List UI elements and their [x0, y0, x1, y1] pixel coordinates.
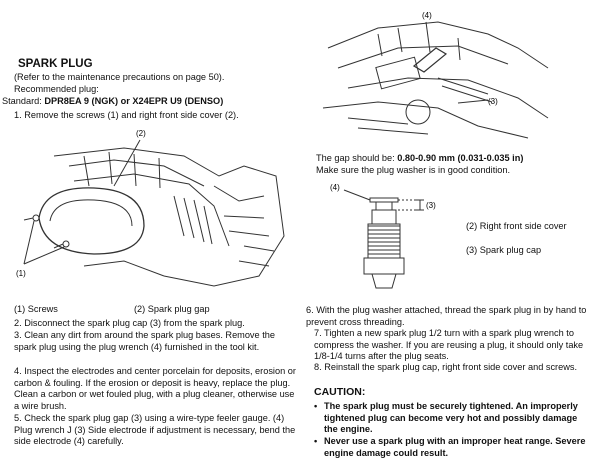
bullet-icon: • [314, 436, 318, 446]
page-title: SPARK PLUG [18, 58, 93, 70]
bullet-icon: • [314, 401, 318, 411]
callout-4-plug-label: (4) [330, 183, 340, 192]
gap-line [316, 153, 523, 165]
standard-label: Standard: [2, 96, 42, 106]
step-5: 5. Check the spark plug gap (3) using a wire-type feeler gauge. (4) Plug wrench J (3) Side electrode if adjustment is necessary, bend the side electrode (4) carefully. [14, 413, 296, 447]
spark-plug-illustration [326, 180, 456, 290]
caution-item-2-text: Never use a spark plug with an improper heat range. Severe engine damage could result. [324, 436, 586, 458]
standard-value: DPR8EA 9 (NGK) or X24EPR U9 (DENSO) [44, 96, 224, 106]
engine-illustration [14, 126, 294, 298]
step-6: 6. With the plug washer attached, thread the spark plug in by hand to prevent cross threading. [306, 305, 587, 327]
callout-1-label: (1) [16, 269, 26, 278]
caution-item-1-text: The spark plug must be securely tightened. An improperly tightened plug can become very hot and possibly damage the engine. [324, 401, 578, 435]
step-4: 4. Inspect the electrodes and center porcelain for deposits, erosion or carbon & fouling. If the erosion or deposit is heavy, replace the plug. Clean a carbon or wet fouled plug, with a plug cleaner, otherwise use a wire brush. [14, 366, 296, 411]
callout-3-top-label: (3) [488, 97, 498, 106]
callout-2-label: (2) [136, 129, 146, 138]
step-3: 3. Clean any dirt from around the spark plug bases. Remove the spark plug using the plug wrench (4) furnished in the tool kit. [14, 330, 275, 352]
callout-4-top-label: (4) [422, 11, 432, 20]
wrench-illustration [318, 8, 558, 148]
wrench-drawing [318, 8, 558, 148]
step-2: 2. Disconnect the spark plug cap (3) from the spark plug. [14, 318, 245, 328]
caution-heading: CAUTION: [314, 386, 366, 398]
recommended-label: Recommended plug: [14, 84, 99, 94]
spark-plug-drawing [326, 180, 456, 290]
caption-gap: (2) Spark plug gap [134, 304, 210, 314]
step-1: 1. Remove the screws (1) and right front side cover (2). [14, 110, 239, 120]
caption-screws: (1) Screws [14, 304, 58, 314]
washer-note: Make sure the plug washer is in good condition. [316, 165, 511, 175]
caution-item-2 [314, 436, 588, 459]
gap-label: The gap should be: [316, 153, 395, 163]
refer-note: (Refer to the maintenance precautions on page 50). [14, 72, 225, 82]
legend-plug-cap: (3) Spark plug cap [466, 245, 542, 255]
caution-item-1 [314, 401, 588, 436]
engine-drawing [14, 126, 294, 298]
step-7: 7. Tighten a new spark plug 1/2 turn with a spark plug wrench to compress the washer. If you are reusing a plug, it should only take 1/8-1/4 turns after the plug seats. [314, 328, 584, 362]
callout-3-plug-label: (3) [426, 201, 436, 210]
step-8: 8. Reinstall the spark plug cap, right front side cover and screws. [314, 362, 577, 372]
legend-side-cover: (2) Right front side cover [466, 221, 567, 231]
standard-line [2, 96, 223, 108]
gap-value: 0.80-0.90 mm (0.031-0.035 in) [397, 153, 524, 163]
